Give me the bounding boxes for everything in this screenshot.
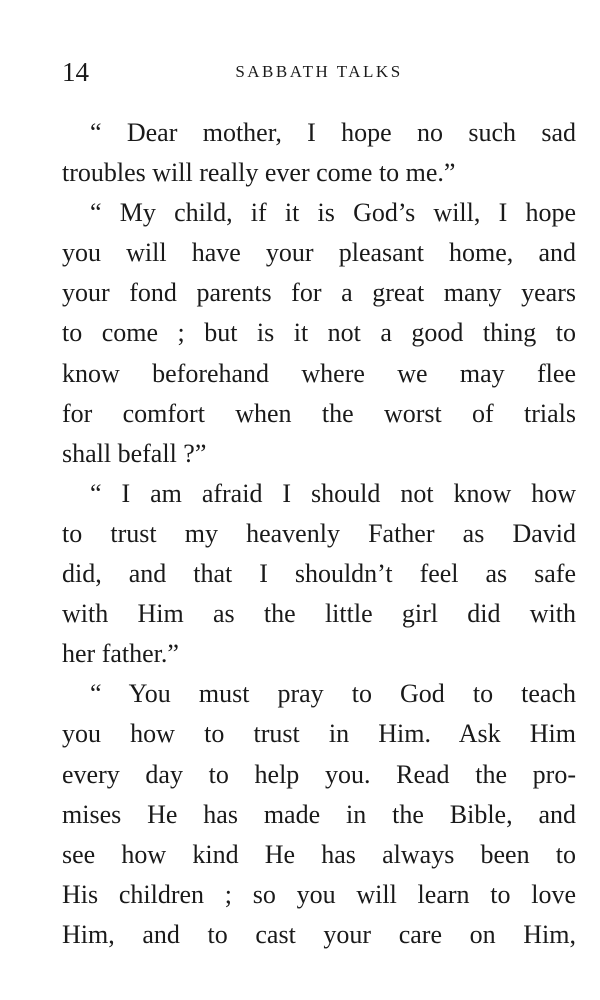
text-line: to trust my heavenly Father as David <box>62 518 576 548</box>
text-line: every day to help you. Read the pro- <box>62 759 576 789</box>
text-line: see how kind He has always been to <box>62 839 576 869</box>
body-text <box>62 113 576 955</box>
page-header <box>62 52 576 92</box>
text-line: “ My child, if it is God’s will, I hope <box>90 198 576 228</box>
text-line: shall befall ?” <box>62 438 207 468</box>
text-line: “ Dear mother, I hope no such sad <box>90 118 576 147</box>
text-line: “ You must pray to God to teach <box>90 679 576 709</box>
text-line: to come ; but is it not a good thing to <box>62 318 576 348</box>
text-line: “ I am afraid I should not know how <box>90 478 576 508</box>
text-line: know beforehand where we may flee <box>62 358 576 388</box>
text-line: mises He has made in the Bible, and <box>62 799 576 829</box>
text-line: did, and that I shouldn’t feel as safe <box>62 559 576 589</box>
text-line: your fond parents for a great many years <box>62 278 576 308</box>
text-line: for comfort when the worst of trials <box>62 398 576 428</box>
text-line: His children ; so you will learn to love <box>62 879 576 909</box>
page-number: 14 <box>62 57 89 87</box>
text-line: Him, and to cast your care on Him, <box>62 919 576 949</box>
text-line: you how to trust in Him. Ask Him <box>62 719 576 749</box>
text-line: her father.” <box>62 639 179 669</box>
text-line: you will have your pleasant home, and <box>62 238 576 268</box>
running-head: SABBATH TALKS <box>235 62 403 81</box>
text-line: with Him as the little girl did with <box>62 599 576 629</box>
text-line: troubles will really ever come to me.” <box>62 158 456 188</box>
